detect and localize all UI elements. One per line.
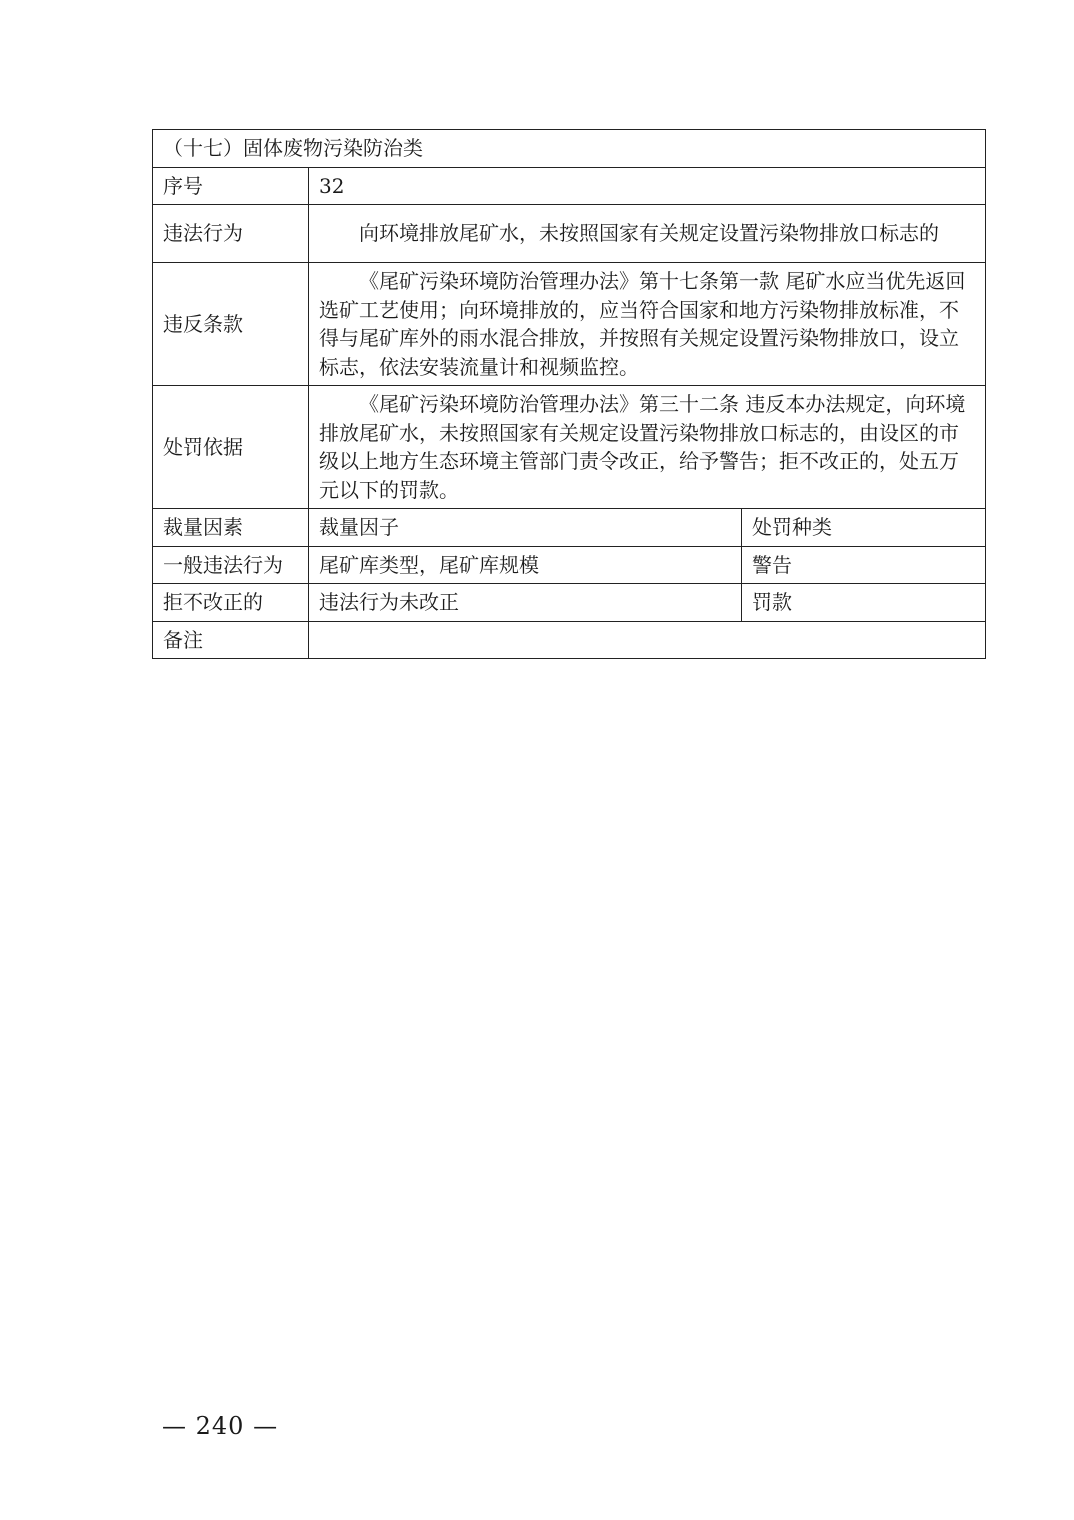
behavior-value: 向环境排放尾矿水，未按照国家有关规定设置污染物排放口标志的 (309, 205, 986, 263)
discretion-factor-label: 裁量因素 (153, 509, 309, 547)
remarks-value (309, 621, 986, 659)
penalty-table (152, 129, 986, 659)
discretion-row-label: 拒不改正的 (153, 584, 309, 622)
discretion-row-type: 警告 (742, 546, 986, 584)
discretion-row-factor: 尾矿库类型，尾矿库规模 (309, 546, 742, 584)
penalty-type-header: 处罚种类 (742, 509, 986, 547)
discretion-row-type: 罚款 (742, 584, 986, 622)
discretion-factor-header: 裁量因子 (309, 509, 742, 547)
remarks-label: 备注 (153, 621, 309, 659)
basis-value: 《尾矿污染环境防治管理办法》第三十二条 违反本办法规定，向环境排放尾矿水，未按照国家有关规定设置污染物排放口标志的，由设区的市级以上地方生态环境主管部门责令改正，给予警告；拒不改正的，处五万元以下的罚款。 (309, 386, 986, 509)
behavior-label: 违法行为 (153, 205, 309, 263)
seq-value: 32 (309, 167, 986, 205)
section-row (153, 130, 986, 168)
discretion-row-factor: 违法行为未改正 (309, 584, 742, 622)
seq-row (153, 167, 986, 205)
basis-row (153, 386, 986, 509)
page-number: — 240 — (162, 1412, 279, 1440)
discretion-header-row (153, 509, 986, 547)
behavior-row (153, 205, 986, 263)
discretion-row (153, 584, 986, 622)
basis-label: 处罚依据 (153, 386, 309, 509)
section-title: （十七）固体废物污染防治类 (153, 130, 986, 168)
discretion-row (153, 546, 986, 584)
seq-label: 序号 (153, 167, 309, 205)
remarks-row (153, 621, 986, 659)
article-row (153, 263, 986, 386)
discretion-row-label: 一般违法行为 (153, 546, 309, 584)
article-label: 违反条款 (153, 263, 309, 386)
article-value: 《尾矿污染环境防治管理办法》第十七条第一款 尾矿水应当优先返回选矿工艺使用；向环境排放的，应当符合国家和地方污染物排放标准，不得与尾矿库外的雨水混合排放，并按照有关规定设置污染物排放口，设立标志，依法安装流量计和视频监控。 (309, 263, 986, 386)
